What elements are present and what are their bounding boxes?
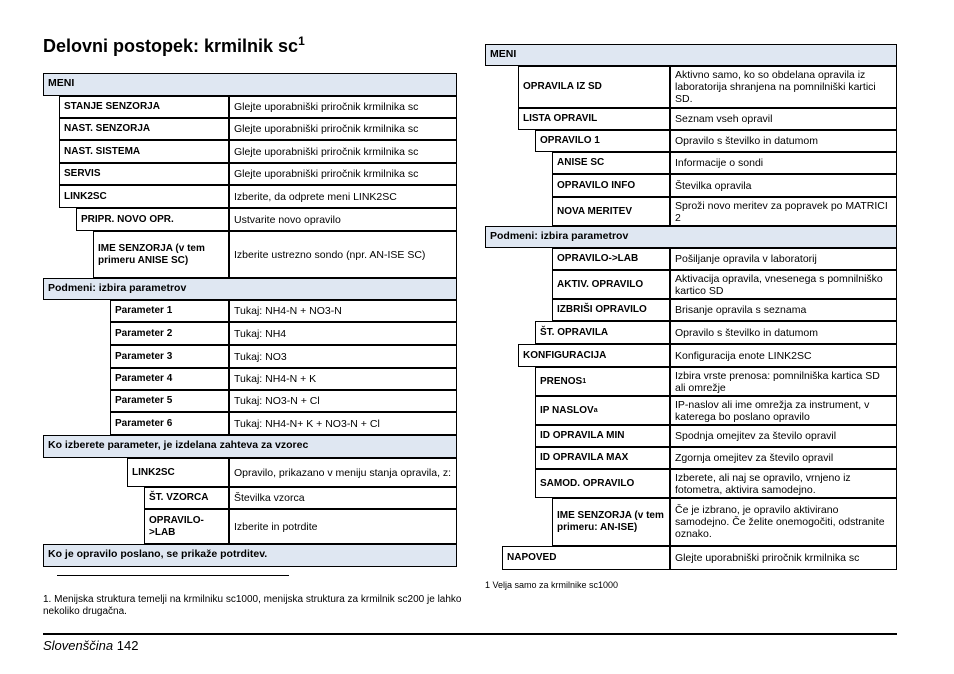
menu-desc: IP-naslov ali ime omrežja za instrument, v katerega bo poslano opravilo bbox=[670, 396, 897, 425]
page-title: Delovni postopek: krmilnik $sc^1$ bbox=[43, 34, 305, 56]
param-desc: Tukaj: NH4-N+ K + NO3-N + Cl bbox=[229, 412, 457, 435]
meni-header: MENI bbox=[485, 44, 897, 66]
param-label: Parameter 3 bbox=[110, 345, 229, 368]
menu-label: AKTIV. OPRAVILO bbox=[552, 270, 670, 299]
menu-label: PRENOS 1 bbox=[535, 367, 670, 396]
link-desc: Opravilo, prikazano v meniju stanja opravila, z: bbox=[229, 458, 457, 487]
param-label: Parameter 1 bbox=[110, 300, 229, 322]
menu-label: OPRAVILO 1 bbox=[535, 130, 670, 152]
menu-desc: Izberite, da odprete meni LINK2SC bbox=[229, 185, 457, 208]
menu-desc: Informacije o sondi bbox=[670, 152, 897, 174]
menu-label: NAST. SENZORJA bbox=[59, 118, 229, 140]
param-label: Parameter 5 bbox=[110, 390, 229, 412]
param-desc: Tukaj: NH4 bbox=[229, 322, 457, 345]
menu-desc: Izbira vrste prenosa: pomnilniška kartica SD ali omrežje bbox=[670, 367, 897, 396]
menu-label: ID OPRAVILA MIN bbox=[535, 425, 670, 447]
menu-desc: Številka opravila bbox=[670, 174, 897, 197]
menu-label: ANISE SC bbox=[552, 152, 670, 174]
menu-desc: Glejte uporabniški priročnik krmilnika sc bbox=[670, 546, 897, 570]
menu-desc: Izberite ustrezno sondo (npr. AN-ISE SC) bbox=[229, 231, 457, 278]
param-desc: Tukaj: NO3-N + Cl bbox=[229, 390, 457, 412]
note-header: Ko je opravilo poslano, se prikaže potrditev. bbox=[43, 544, 457, 567]
link-desc: Številka vzorca bbox=[229, 487, 457, 509]
menu-label: NAPOVED bbox=[502, 546, 670, 570]
meni-header: MENI bbox=[43, 73, 457, 96]
link-label: LINK2SC bbox=[127, 458, 229, 487]
right-footnote: 1 Velja samo za krmilnike sc1000 bbox=[485, 580, 619, 590]
menu-desc: Ustvarite novo opravilo bbox=[229, 208, 457, 231]
menu-desc: Zgornja omejitev za število opravil bbox=[670, 447, 897, 469]
menu-label: NOVA MERITEV bbox=[552, 197, 670, 226]
menu-label: SAMOD. OPRAVILO bbox=[535, 469, 670, 498]
menu-desc: Konfiguracija enote LINK2SC bbox=[670, 344, 897, 367]
menu-label: OPRAVILO INFO bbox=[552, 174, 670, 197]
menu-desc: Pošiljanje opravila v laboratorij bbox=[670, 248, 897, 270]
menu-desc: Glejte uporabniški priročnik krmilnika sc bbox=[229, 140, 457, 163]
menu-desc: Spodnja omejitev za število opravil bbox=[670, 425, 897, 447]
param-desc: Tukaj: NH4-N + K bbox=[229, 368, 457, 390]
menu-label: IZBRIŠI OPRAVILO bbox=[552, 299, 670, 321]
menu-label: KONFIGURACIJA bbox=[518, 344, 670, 367]
menu-label: ID OPRAVILA MAX bbox=[535, 447, 670, 469]
page-footer: Slovenščina 142 bbox=[43, 638, 139, 653]
param-desc: Tukaj: NH4-N + NO3-N bbox=[229, 300, 457, 322]
left-footnote: 1. Menijska struktura temelji na krmilniku sc1000, menijska struktura za krmilnik sc200 je lahko nekoliko drugačna. bbox=[43, 594, 462, 617]
submenu-header: Podmeni: izbira parametrov bbox=[485, 226, 897, 248]
link-label: OPRAVILO- >LAB bbox=[144, 509, 229, 544]
footnote-rule bbox=[57, 575, 289, 576]
menu-label: IP NASLOV a bbox=[535, 396, 670, 425]
menu-label: NAST. SISTEMA bbox=[59, 140, 229, 163]
footer-rule bbox=[43, 633, 897, 635]
menu-label: PRIPR. NOVO OPR. bbox=[76, 208, 229, 231]
link-label: ŠT. VZORCA bbox=[144, 487, 229, 509]
menu-label: STANJE SENZORJA bbox=[59, 96, 229, 118]
menu-label: LISTA OPRAVIL bbox=[518, 108, 670, 130]
menu-desc: Seznam vseh opravil bbox=[670, 108, 897, 130]
menu-desc: Glejte uporabniški priročnik krmilnika sc bbox=[229, 163, 457, 185]
menu-label: ŠT. OPRAVILA bbox=[535, 321, 670, 344]
link-desc: Izberite in potrdite bbox=[229, 509, 457, 544]
menu-desc: Brisanje opravila s seznama bbox=[670, 299, 897, 321]
param-label: Parameter 4 bbox=[110, 368, 229, 390]
menu-desc: Opravilo s številko in datumom bbox=[670, 321, 897, 344]
menu-label: LINK2SC bbox=[59, 185, 229, 208]
menu-desc: Če je izbrano, je opravilo aktivirano samodejno. Če želite onemogočiti, odstranite oznako. bbox=[670, 498, 897, 546]
menu-desc: Opravilo s številko in datumom bbox=[670, 130, 897, 152]
note-header: Ko izberete parameter, je izdelana zahteva za vzorec bbox=[43, 435, 457, 458]
menu-label: IME SENZORJA (v tem primeru ANISE SC) bbox=[93, 231, 229, 278]
menu-label: SERVIS bbox=[59, 163, 229, 185]
param-desc: Tukaj: NO3 bbox=[229, 345, 457, 368]
menu-desc: Aktivacija opravila, vnesenega s pomnilniško kartico SD bbox=[670, 270, 897, 299]
param-label: Parameter 2 bbox=[110, 322, 229, 345]
menu-desc: Izberete, ali naj se opravilo, vrnjeno iz fotometra, aktivira samodejno. bbox=[670, 469, 897, 498]
menu-label: OPRAVILO->LAB bbox=[552, 248, 670, 270]
menu-desc: Glejte uporabniški priročnik krmilnika sc bbox=[229, 96, 457, 118]
menu-label: IME SENZORJA (v tem primeru: AN-ISE) bbox=[552, 498, 670, 546]
menu-desc: Sproži novo meritev za popravek po MATRICI 2 bbox=[670, 197, 897, 226]
submenu-header: Podmeni: izbira parametrov bbox=[43, 278, 457, 300]
menu-desc: Aktivno samo, ko so obdelana opravila iz laboratorija shranjena na pomnilniški kartici SD. bbox=[670, 66, 897, 108]
menu-desc: Glejte uporabniški priročnik krmilnika sc bbox=[229, 118, 457, 140]
menu-label: OPRAVILA IZ SD bbox=[518, 66, 670, 108]
param-label: Parameter 6 bbox=[110, 412, 229, 435]
